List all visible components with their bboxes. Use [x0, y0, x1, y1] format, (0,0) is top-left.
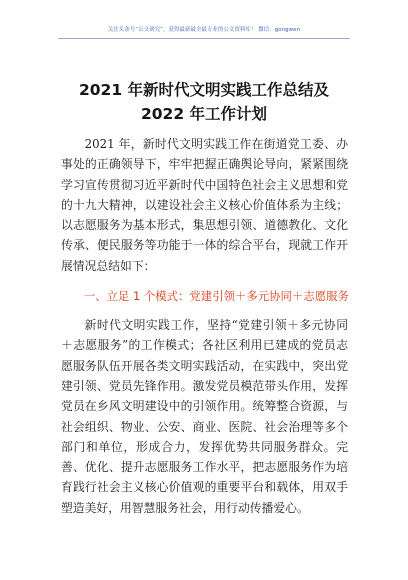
- header-divider: [58, 38, 350, 39]
- section-heading-1: 一、立足 1 个模式：党建引领＋多元协同＋志愿服务: [83, 289, 349, 304]
- document-title: 2021 年新时代文明实践工作总结及 2022 年工作计划: [78, 81, 330, 123]
- document-body: [61, 134, 348, 518]
- top-banner: 关注头条号“公文研究”，获得最新最全最专业的公文资料库！ 微信：gongwen: [107, 27, 301, 33]
- section-paragraph-1: 新时代文明实践工作，坚持“党建引领＋多元协同＋志愿服务”的工作模式；各社区利用已建成的党员志愿服务队伍开展各类文明实践活动，在实践中，突出党建引领、党员先锋作用。激发党员模范带头作用，发挥党员在乡风文明建设中的引领作用。统筹整合资源，与社会组织、物业、公安、商业、医院、社会治理等多个部门和单位，形成合力，发挥优势共同服务群众。完善、优化、提升志愿服务工作水平，把志愿服务作为培育践行社会主义核心价值观的重要平台和载体，用双手塑造美好，用智慧服务社会，用行动传播爱心。: [61, 318, 348, 515]
- intro-paragraph: 2021 年，新时代文明实践工作在街道党工委、办事处的正确领导下，牢牢把握正确舆论导向，紧紧围绕学习宣传贯彻习近平新时代中国特色社会主义思想和党的十九大精神，以建设社会主义核心价值体系为主线；以志愿服务为基本形式，集思想引领、道德教化、文化传承、便民服务等功能于一体的综合平台，现就工作开展情况总结如下：: [61, 137, 348, 273]
